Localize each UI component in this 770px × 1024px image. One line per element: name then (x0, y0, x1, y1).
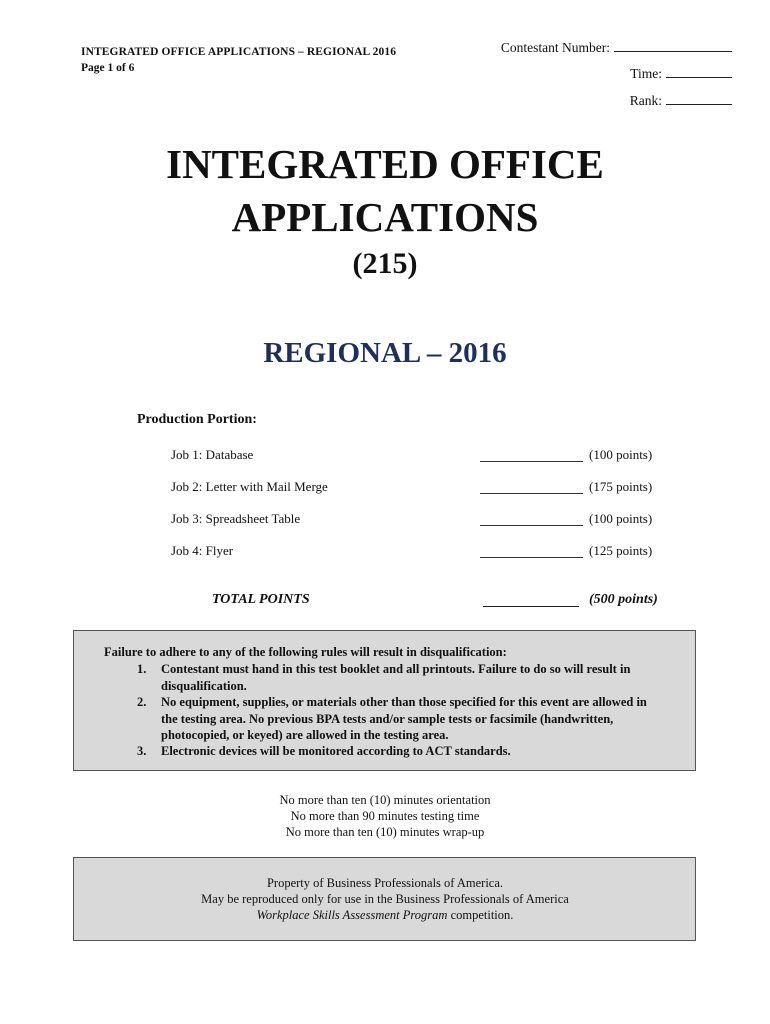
job-score-blank (480, 524, 583, 526)
event-code: (215) (352, 247, 418, 280)
contestant-number-label: Contestant Number: (500, 40, 610, 55)
rule-text: Electronic devices will be monitored according to ACT standards. (161, 744, 511, 758)
production-heading: Production Portion: (137, 412, 257, 427)
regional-year: REGIONAL – 2016 (263, 337, 507, 369)
job-points: (125 points) (589, 543, 653, 558)
rule-number: 2. (137, 695, 147, 709)
job-label: Job 3: Spreadsheet Table (171, 511, 301, 526)
property-line-end: competition. (447, 908, 514, 922)
job-points: (175 points) (589, 479, 653, 494)
total-points-value: (500 points) (589, 592, 658, 607)
job-label: Job 1: Database (171, 447, 254, 462)
time-field (630, 66, 732, 82)
document-title-line1: INTEGRATED OFFICE (166, 141, 604, 187)
rule-text: Contestant must hand in this test booklet and all printouts. Failure to do so will result in disqualification. (161, 662, 631, 693)
property-line (0, 908, 770, 923)
timing-line: No more than 90 minutes testing time (290, 809, 480, 823)
program-name: Workplace Skills Assessment Program (256, 908, 448, 922)
rule-number: 3. (137, 744, 147, 758)
timing-line: No more than ten (10) minutes wrap-up (285, 825, 485, 839)
page-number: Page 1 of 6 (81, 62, 135, 74)
rule-text: No equipment, supplies, or materials other than those specified for this event are allowed in the testing area. No previous BPA tests and/or sample tests or facsimile (handwritten, photocopied, or keyed) are allowed in the testing area. (161, 695, 647, 742)
time-blank (666, 66, 732, 78)
rank-blank (666, 93, 732, 105)
document-title-line2: APPLICATIONS (231, 194, 539, 240)
contestant-number-field (501, 40, 732, 56)
job-score-blank (480, 492, 583, 494)
contestant-number-blank (614, 40, 732, 52)
job-score-blank (480, 460, 583, 462)
rank-field (630, 93, 732, 109)
job-points: (100 points) (589, 511, 653, 526)
total-points-label: TOTAL POINTS (212, 592, 310, 607)
job-label: Job 2: Letter with Mail Merge (171, 479, 328, 494)
timing-line: No more than ten (10) minutes orientation (279, 793, 491, 807)
rule-item (137, 694, 697, 744)
job-label: Job 4: Flyer (171, 543, 234, 558)
job-points: (100 points) (589, 447, 653, 462)
rule-item (137, 743, 697, 761)
rule-number: 1. (137, 662, 147, 676)
time-label: Time: (630, 66, 662, 81)
total-score-blank (483, 606, 579, 607)
rules-heading: Failure to adhere to any of the following rules will result in disqualification: (104, 645, 507, 659)
header-title: INTEGRATED OFFICE APPLICATIONS – REGIONAL 2016 (81, 46, 397, 58)
rank-label: Rank: (629, 93, 662, 108)
property-line: Property of Business Professionals of America. (266, 876, 504, 890)
job-score-blank (480, 556, 583, 558)
rule-item (137, 661, 697, 695)
property-line: May be reproduced only for use in the Business Professionals of America (201, 892, 569, 906)
